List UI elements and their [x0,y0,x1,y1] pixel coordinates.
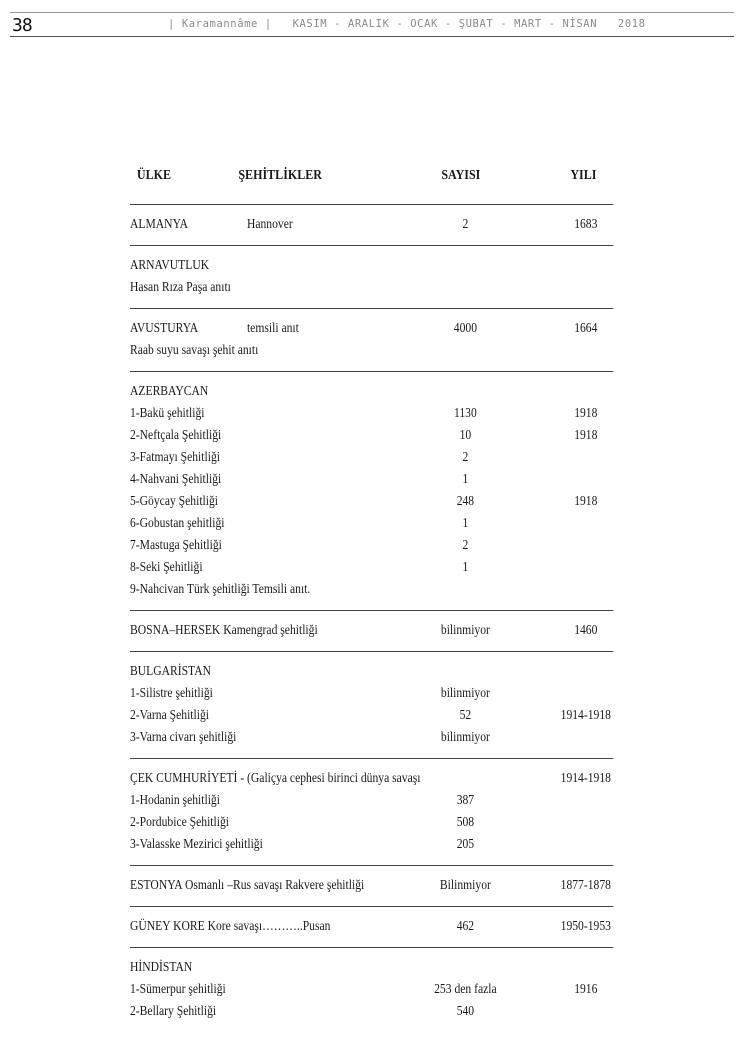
cell-count: 205 [456,836,475,851]
cell-country: 7-Mastuga Şehitliği [130,537,222,552]
cell-country: 3-Fatmayı Şehitliği [130,449,220,464]
country-group [130,866,613,906]
cell-country: 6-Gobustan şehitliği [130,515,225,530]
cell-cemetery: temsili anıt [246,320,299,335]
table-row [130,468,613,490]
country-group [130,652,613,758]
table-row [130,956,613,978]
cell-count: 1 [462,559,469,574]
cell-country: 1-Silistre şehitliği [130,685,213,700]
cell-country: ÇEK CUMHURİYETİ - (Galiçya cephesi birinci dünya savaşı [130,770,421,785]
country-group [130,907,613,947]
cell-country: HİNDİSTAN [130,959,193,974]
cell-country: BULGARİSTAN [130,663,211,678]
cell-year: 1916 [574,981,598,996]
cell-country: AZERBAYCAN [130,383,209,398]
cell-country: 2-Varna Şehitliği [130,707,209,722]
country-group [130,309,613,371]
cell-year: 1918 [574,405,598,420]
cell-country: 8-Seki Şehitliği [130,559,203,574]
table-row [130,556,613,578]
table-row [130,402,613,424]
cell-country: 1-Bakü şehitliği [130,405,205,420]
table-row [130,682,613,704]
table-row [130,578,613,600]
country-group [130,948,613,1032]
table-row [130,534,613,556]
header-bottom-rule [10,36,734,37]
cell-year: 1914-1918 [560,707,611,722]
table-row [130,380,613,402]
table-body [130,204,613,1032]
cell-country: 2-Pordubice Şehitliği [130,814,230,829]
cell-year: 1918 [574,493,598,508]
country-group [130,205,613,245]
cell-country: BOSNA–HERSEK Kamengrad şehitliği [130,622,318,637]
header-top-rule [10,12,734,13]
column-header-year: YILI [570,168,597,183]
cell-count: 2 [462,449,469,464]
table-row [130,978,613,1000]
cell-country: 3-Varna civarı şehitliği [130,729,237,744]
cell-country: ALMANYA [130,216,189,231]
cell-count: 4000 [453,320,478,335]
martyrs-table [130,160,613,1032]
cell-country: Raab suyu savaşı şehit anıtı [130,342,259,357]
column-header-country: ÜLKE [136,168,172,183]
cell-country: GÜNEY KORE Kore savaşı………..Pusan [130,918,331,933]
running-title: | Karamannâme | KASIM - ARALIK - OCAK - ŞUBAT - MART - NİSAN 2018 [168,18,646,30]
table-row [130,1000,613,1022]
cell-year: 1460 [574,622,598,637]
cell-year: 1664 [574,320,598,335]
cell-year: 1877-1878 [560,877,611,892]
table-row [130,811,613,833]
table-row [130,767,613,789]
cell-count: bilinmiyor [440,685,490,700]
cell-country: Hasan Rıza Paşa anıtı [130,279,231,294]
cell-country: 9-Nahcivan Türk şehitliği Temsili anıt. [130,581,311,596]
cell-count: 508 [456,814,475,829]
cell-country: 1-Sümerpur şehitliği [130,981,226,996]
table-row [130,512,613,534]
table-row [130,276,613,298]
cell-count: 2 [462,537,469,552]
table-row [130,789,613,811]
cell-country: ARNAVUTLUK [130,257,210,272]
cell-year: 1918 [574,427,598,442]
table-row [130,213,613,235]
cell-count: 462 [456,918,475,933]
cell-count: 387 [456,792,475,807]
cell-count: 1 [462,515,469,530]
column-header-cemeteries: ŞEHİTLİKLER [238,168,323,183]
cell-country: 3-Valasske Mezirici şehitliği [130,836,263,851]
cell-country: ESTONYA Osmanlı –Rus savaşı Rakvere şehitliği [130,877,365,892]
table-row [130,874,613,896]
cell-count: 10 [459,427,472,442]
page-number: 38 [12,15,32,36]
table-row [130,704,613,726]
country-group [130,372,613,610]
cell-count: 540 [456,1003,475,1018]
table-row [130,619,613,641]
cell-country: 2-Neftçala Şehitliği [130,427,222,442]
table-row [130,317,613,339]
cell-count: 2 [462,216,469,231]
cell-count: bilinmiyor [440,729,490,744]
cell-year: 1914-1918 [560,770,611,785]
cell-country: 4-Nahvani Şehitliği [130,471,222,486]
cell-count: bilinmiyor [440,622,490,637]
country-group [130,759,613,865]
cell-country: 5-Göycay Şehitliği [130,493,219,508]
cell-year: 1683 [574,216,598,231]
country-group [130,246,613,308]
cell-count: 253 den fazla [434,981,497,996]
table-row [130,660,613,682]
cell-year: 1950-1953 [560,918,611,933]
table-row [130,833,613,855]
table-row [130,254,613,276]
cell-count: 52 [459,707,472,722]
cell-country: AVUSTURYA [130,320,199,335]
cell-count: 1130 [454,405,477,420]
table-header [130,160,613,204]
table-row [130,339,613,361]
table-row [130,424,613,446]
cell-country: 2-Bellary Şehitliği [130,1003,217,1018]
cell-count: Bilinmiyor [439,877,491,892]
table-row [130,446,613,468]
cell-count: 248 [456,493,475,508]
cell-cemetery: Hannover [246,216,293,231]
table-row [130,726,613,748]
table-row [130,915,613,937]
cell-country: 1-Hodanin şehitliği [130,792,220,807]
column-header-count: SAYISI [441,168,481,183]
cell-count: 1 [462,471,469,486]
country-group [130,611,613,651]
table-row [130,490,613,512]
